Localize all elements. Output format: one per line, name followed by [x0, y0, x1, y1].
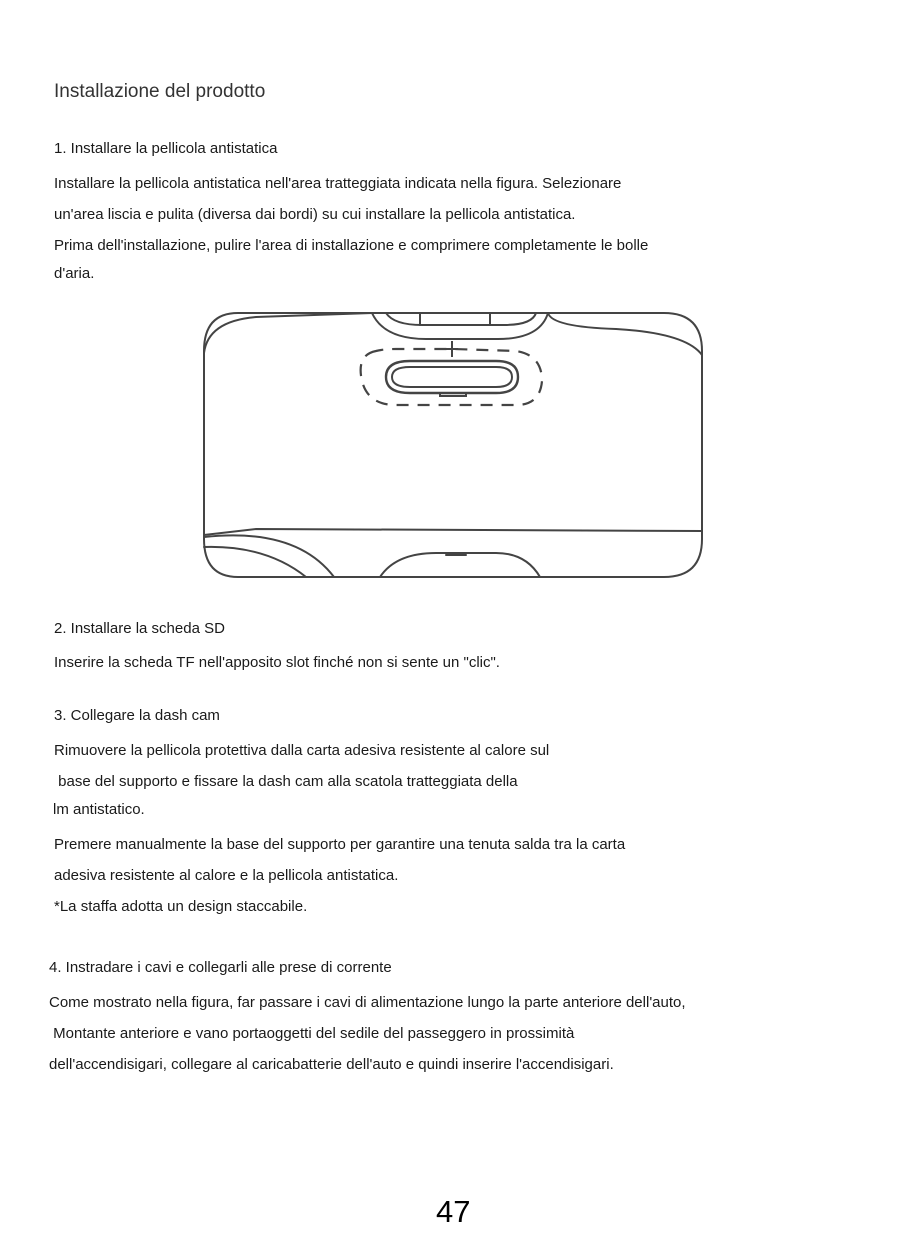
bracket-pill-inner	[392, 367, 512, 387]
section-3-line-4: Premere manualmente la base del supporto per garantire una tenuta salda tra la carta	[54, 836, 626, 853]
section-4-line-3: dell'accendisigari, collegare al caricabatterie dell'auto e quindi inserire l'accendisigari.	[49, 1056, 614, 1073]
section-1-line-3: Prima dell'installazione, pulire l'area di installazione e comprimere completamente le bolle	[54, 237, 649, 254]
section-3-line-3: lm antistatico.	[53, 801, 145, 818]
section-1-line-4: d'aria.	[54, 265, 95, 282]
section-3-line-5: adesiva resistente al calore e la pellicola antistatica.	[54, 867, 399, 884]
section-2-line-1: Inserire la scheda TF nell'apposito slot finché non si sente un "clic".	[54, 654, 500, 671]
dashcam-bottom-bump	[380, 553, 540, 577]
section-3-line-1: Rimuovere la pellicola protettiva dalla carta adesiva resistente al calore sul	[54, 742, 550, 759]
section-1-line-2: un'area liscia e pulita (diversa dai bordi) su cui installare la pellicola antistatica.	[54, 206, 576, 223]
section-4-line-1: Come mostrato nella figura, far passare i cavi di alimentazione lungo la parte anteriore dell'auto,	[49, 994, 686, 1011]
page-title: Installazione del prodotto	[54, 81, 266, 102]
dashed-area-center-mark	[446, 341, 458, 357]
section-1-heading: 1. Installare la pellicola antistatica	[54, 140, 278, 157]
dashcam-installation-figure	[196, 305, 706, 587]
mount-cutout-inner	[386, 313, 536, 325]
dashcam-top-right-curve	[548, 313, 702, 355]
section-2-heading: 2. Installare la scheda SD	[54, 620, 225, 637]
dashcam-bottom-line	[204, 529, 702, 535]
section-3-line-6: *La staffa adotta un design staccabile.	[54, 898, 308, 915]
dashcam-top-left-curve	[204, 313, 372, 353]
section-4-line-2: Montante anteriore e vano portaoggetti del sedile del passeggero in prossimità	[49, 1025, 575, 1042]
section-3-line-2: base del supporto e fissare la dash cam alla scatola tratteggiata della	[54, 773, 518, 790]
mount-cutout-notch	[420, 313, 490, 325]
section-4-heading: 4. Instradare i cavi e collegarli alle prese di corrente	[49, 959, 392, 976]
bracket-pill	[386, 361, 518, 393]
section-1-line-1: Installare la pellicola antistatica nell'area tratteggiata indicata nella figura. Selezionare	[54, 175, 622, 192]
page-number: 47	[436, 1194, 471, 1229]
section-3-heading: 3. Collegare la dash cam	[54, 707, 220, 724]
